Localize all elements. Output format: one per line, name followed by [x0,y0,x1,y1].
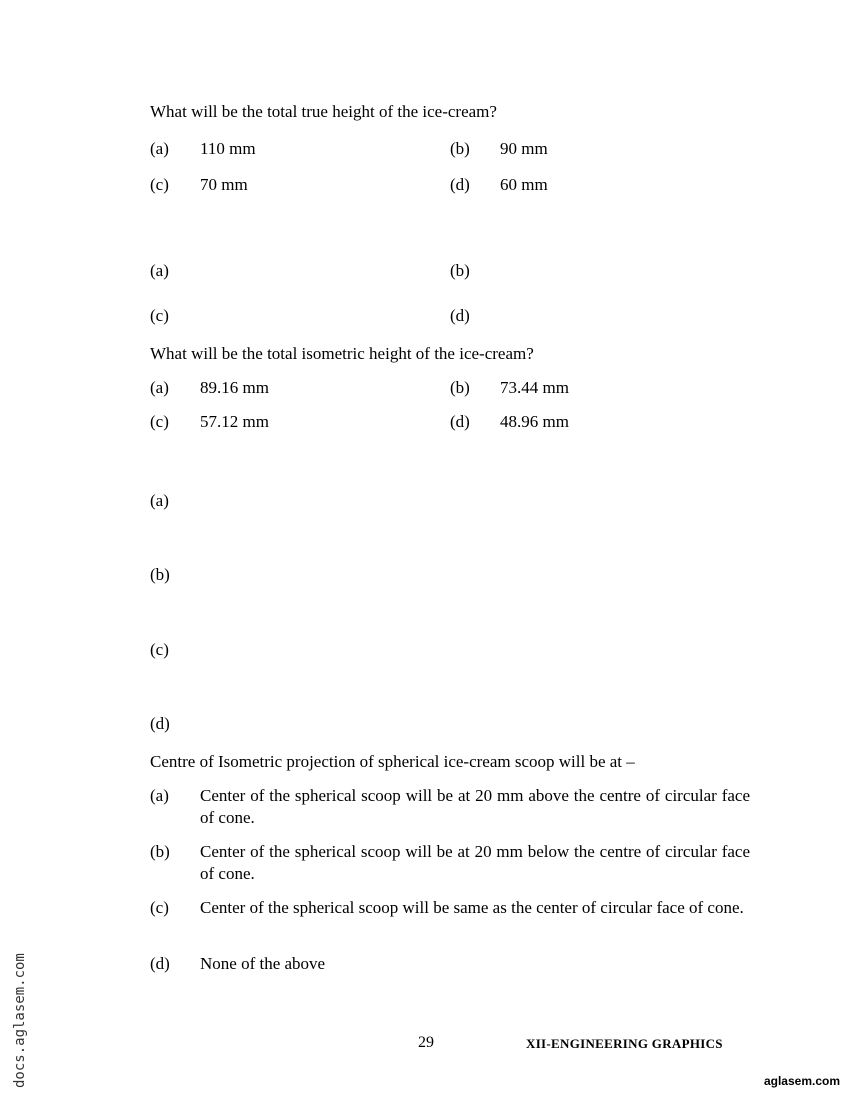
q1-option-b-text: 90 mm [500,139,548,158]
q4-option-a-label: (a) [150,491,169,510]
q3-option-b-label: (b) [450,378,470,397]
q5-option-d-label: (d) [150,954,170,973]
q1-option-d-label: (d) [450,175,470,194]
q3-option-c-label: (c) [150,412,169,431]
question-3-text: What will be the total isometric height of the ice-cream? [150,344,534,363]
q1-option-c-label: (c) [150,175,169,194]
q5-option-c-text: Center of the spherical scoop will be same as the center of circular face of cone. [200,898,744,917]
q1-option-c-text: 70 mm [200,175,248,194]
page-number: 29 [418,1034,434,1051]
q3-option-d-text: 48.96 mm [500,412,569,431]
q2-option-a-label: (a) [150,261,169,280]
q5-option-c-label: (c) [150,898,169,917]
q3-option-b-text: 73.44 mm [500,378,569,397]
question-5-text: Centre of Isometric projection of spherical ice-cream scoop will be at – [150,752,635,771]
q2-option-c-label: (c) [150,306,169,325]
corner-watermark: aglasem.com [763,1074,840,1088]
q5-option-b-text: Center of the spherical scoop will be at 20 mm below the centre of circular face of cone. [200,842,750,883]
footer-title: XII-ENGINEERING GRAPHICS [526,1036,723,1051]
q3-option-c-text: 57.12 mm [200,412,269,431]
q1-option-b-label: (b) [450,139,470,158]
q1-option-a-label: (a) [150,139,169,158]
q5-option-a-text: Center of the spherical scoop will be at 20 mm above the centre of circular face of cone. [200,786,750,827]
side-watermark: docs.aglasem.com [12,953,28,1088]
question-1-text: What will be the total true height of the ice-cream? [150,102,497,121]
q3-option-a-text: 89.16 mm [200,378,269,397]
q2-option-d-label: (d) [450,306,470,325]
q2-option-b-label: (b) [450,261,470,280]
q1-option-d-text: 60 mm [500,175,548,194]
q5-option-a-label: (a) [150,786,169,805]
q3-option-a-label: (a) [150,378,169,397]
q1-option-a-text: 110 mm [200,139,256,158]
q3-option-d-label: (d) [450,412,470,431]
q4-option-c-label: (c) [150,640,169,659]
q5-option-d-text: None of the above [200,954,326,973]
q5-option-b-label: (b) [150,842,170,861]
q4-option-d-label: (d) [150,714,170,733]
q4-option-b-label: (b) [150,565,170,584]
